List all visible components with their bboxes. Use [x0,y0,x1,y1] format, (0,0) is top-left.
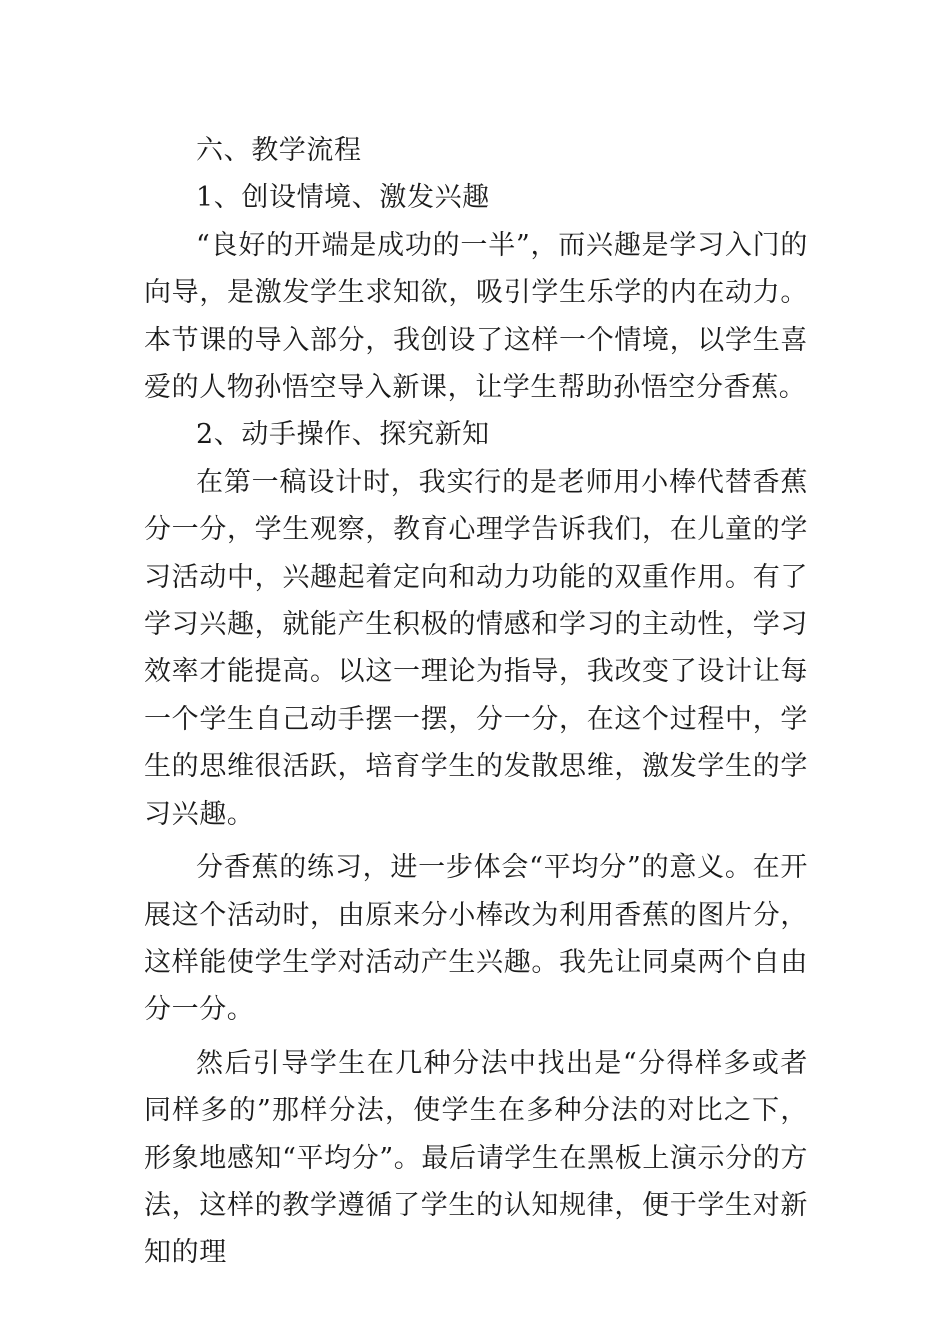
paragraph-2: 在第一稿设计时，我实行的是老师用小棒代替香蕉分一分，学生观察，教育心理学告诉我们，在儿童的学习活动中，兴趣起着定向和动力功能的双重作用。有了学习兴趣，就能产生积极的情感和学习的主动性，学习效率才能提高。以这一理论为指导，我改变了设计让每一个学生自己动手摆一摆，分一分，在这个过程中，学生的思维很活跃，培育学生的发散思维，激发学生的学习兴趣。 [144,466,808,830]
paragraph-3: 分香蕉的练习，进一步体会“平均分”的意义。在开展这个活动时，由原来分小棒改为利用香蕉的图片分，这样能使学生学对活动产生兴趣。我先让同桌两个自由分一分。 [144,852,808,1026]
section-heading: 六、教学流程 [196,135,362,166]
subsection-title-1: 1、创设情境、激发兴趣 [196,182,490,214]
document-body [144,127,808,1277]
paragraph-4: 然后引导学生在几种分法中找出是“分得样多或者同样多的”那样分法，使学生在多种分法的对比之下，形象地感知“平均分”。最后请学生在黑板上演示分的方法，这样的教学遵循了学生的认知规律，便于学生对新知的理 [144,1047,808,1269]
subsection-title-2: 2、动手操作、探究新知 [196,419,490,451]
paragraph-1: “良好的开端是成功的一半”，而兴趣是学习入门的向导，是激发学生求知欲，吸引学生乐学的内在动力。本节课的导入部分，我创设了这样一个情境，以学生喜爱的人物孙悟空导入新课，让学生帮助孙悟空分香蕉。 [144,229,808,404]
